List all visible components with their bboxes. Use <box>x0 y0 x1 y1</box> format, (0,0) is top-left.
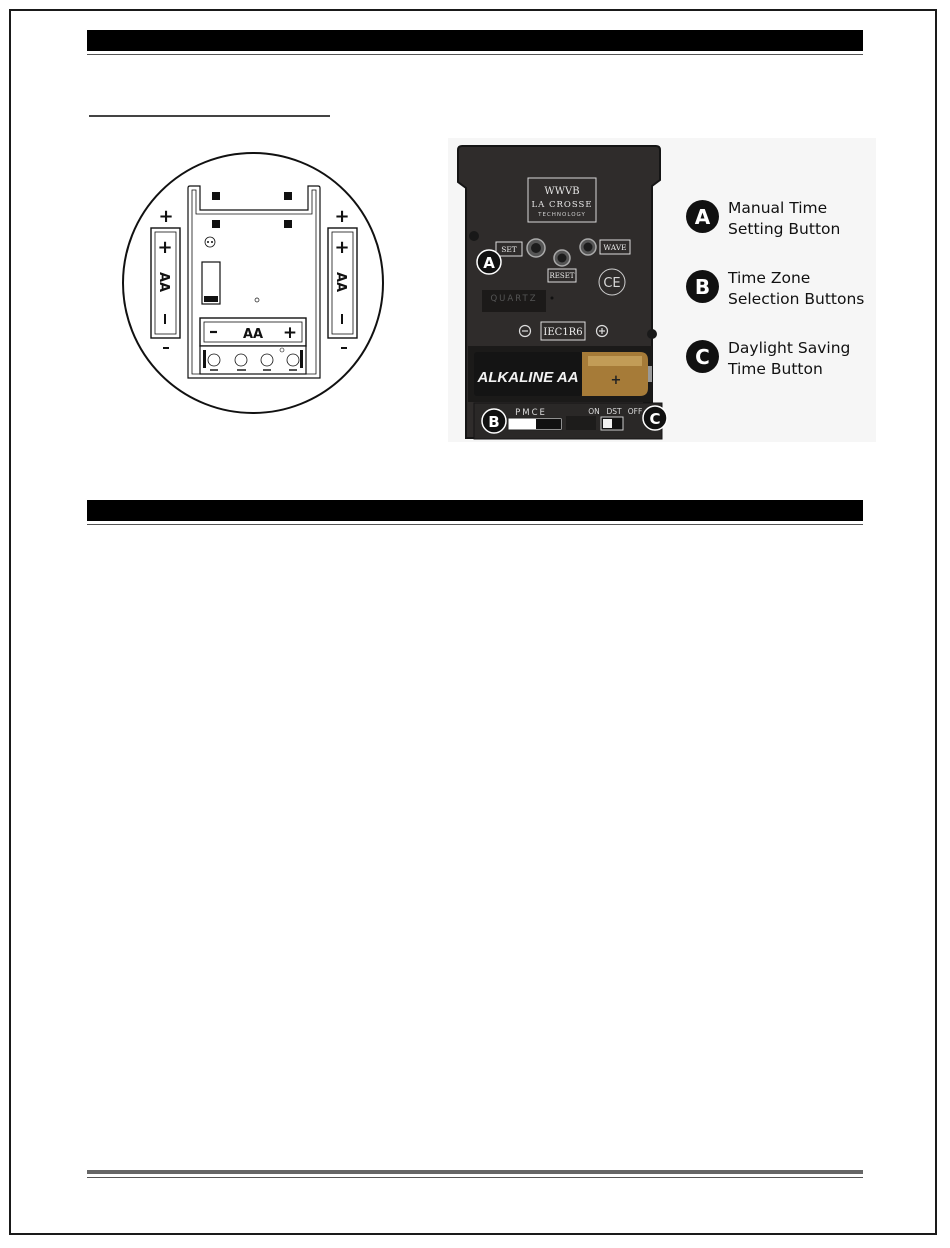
callout-c <box>686 340 850 380</box>
wave-label: WAVE <box>603 243 627 252</box>
callout-a <box>686 200 840 240</box>
contact-square <box>284 220 292 228</box>
section-header-bar-2 <box>87 500 863 521</box>
callout-badge-b: B <box>686 270 719 303</box>
callout-badge-c: C <box>686 340 719 373</box>
right-battery-plus-outer: + <box>334 206 350 227</box>
right-battery-label: AA <box>333 271 348 293</box>
photo-badge-c-letter: C <box>649 410 661 428</box>
horizontal-battery-plus: + <box>282 323 298 343</box>
callout-text-c: Daylight Saving Time Button <box>728 339 851 378</box>
photo-badge-a-letter: A <box>483 254 495 272</box>
callout-text-b: Time Zone Selection Buttons <box>728 269 865 308</box>
callout-b <box>686 270 864 310</box>
callout-text-a: Manual Time Setting Button <box>728 199 841 238</box>
left-battery-plus: + <box>157 237 173 258</box>
section-header-bar-1 <box>87 30 863 51</box>
contact-square <box>212 220 220 228</box>
time-zone-label: PMCE <box>515 408 547 418</box>
brand-la-crosse: LA CROSSE <box>531 200 593 210</box>
dst-label: DST <box>606 407 622 416</box>
right-battery-plus: + <box>334 237 350 258</box>
footer-rule <box>87 1177 863 1178</box>
dst-off-label: OFF <box>627 407 643 416</box>
section-header-rule-2 <box>87 524 863 525</box>
section-header-rule-1 <box>87 54 863 55</box>
quartz-label: QUARTZ <box>490 294 538 304</box>
set-label: SET <box>501 245 517 254</box>
battery-compartment-diagram <box>120 150 386 416</box>
left-battery-label: AA <box>156 271 171 293</box>
battery-brand: ALKALINE AA <box>477 369 579 386</box>
left-battery-plus-outer: + <box>158 206 174 227</box>
dst-on-label: ON <box>588 407 600 416</box>
brand-wwvb: WWVB <box>544 186 580 197</box>
callout-badge-a: A <box>686 200 719 233</box>
footer-bar <box>87 1170 863 1174</box>
horizontal-battery-label: AA <box>242 327 264 342</box>
subheading-rule <box>89 115 330 117</box>
contact-square <box>284 192 292 200</box>
contact-square <box>212 192 220 200</box>
reset-label: RESET <box>549 272 575 280</box>
battery-plus: + <box>610 373 622 388</box>
brand-technology: TECHNOLOGY <box>538 212 586 218</box>
ce-mark: CE <box>603 276 621 291</box>
battery-spec-label: IEC1R6 <box>543 327 583 338</box>
photo-badge-b-letter: B <box>488 413 500 431</box>
